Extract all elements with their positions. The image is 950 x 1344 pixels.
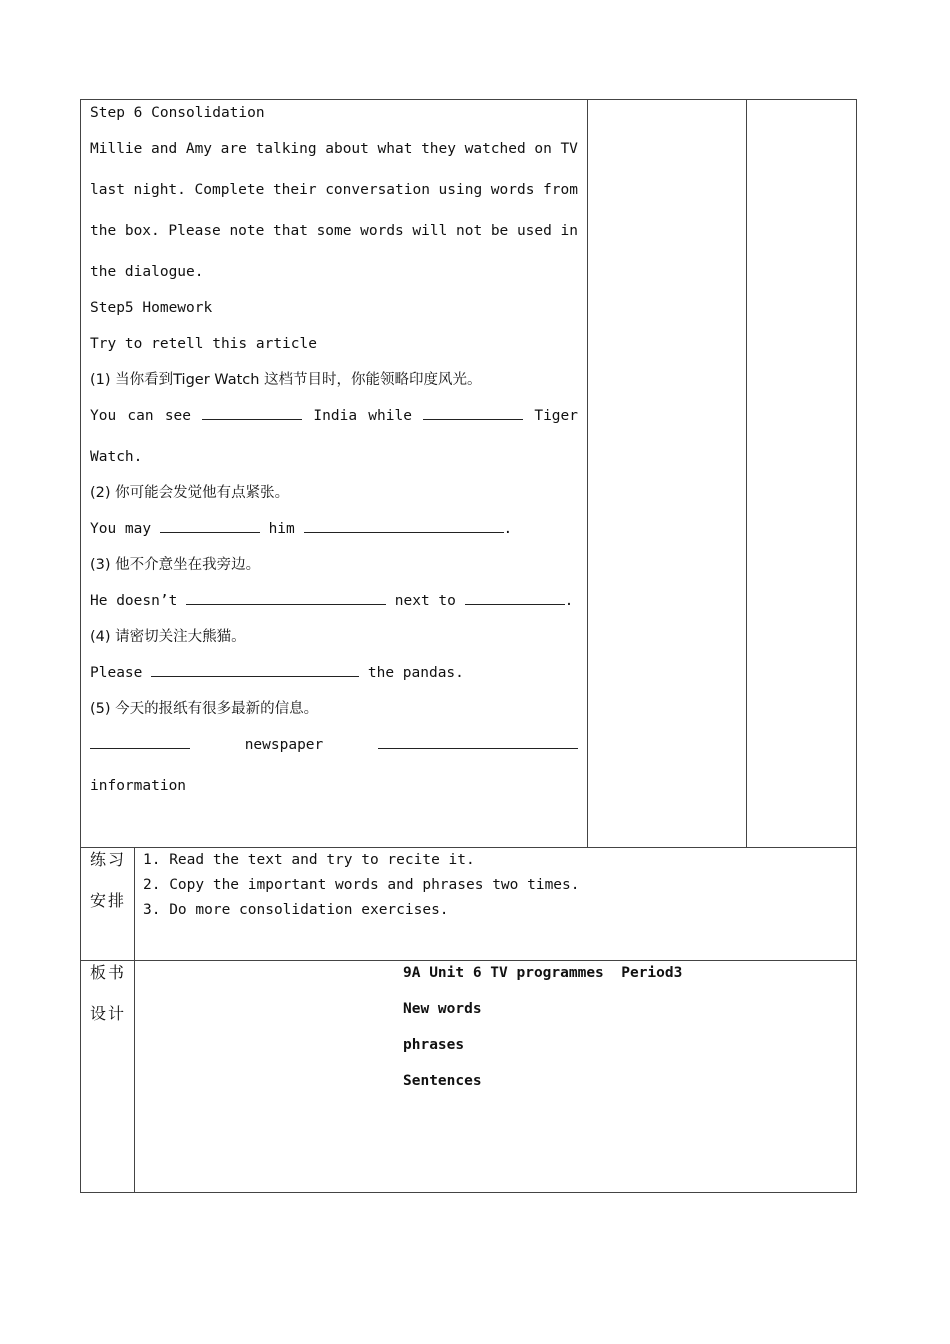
- step6-para-line2: last night. Complete their conversation using words from: [90, 182, 578, 198]
- answer-blank[interactable]: [160, 520, 260, 533]
- question-1-chinese: (1) 当你看到Tiger Watch 这档节目时，你能领略印度风光。: [90, 372, 482, 388]
- step6-para-line1: Millie and Amy are talking about what they watched on TV: [90, 141, 578, 157]
- question-2-chinese: (2) 你可能会发觉他有点紧张。: [90, 485, 290, 501]
- step5-task: Try to retell this article: [90, 336, 317, 352]
- board-line: phrases: [403, 1037, 465, 1053]
- practice-label-line1: 练习: [90, 850, 127, 869]
- question-5-chinese: (5) 今天的报纸有很多最新的信息。: [90, 701, 319, 717]
- step5-title: Step5 Homework: [90, 300, 213, 316]
- answer-blank[interactable]: [90, 736, 190, 749]
- answer-blank[interactable]: [465, 592, 565, 605]
- board-label-cell: [80, 960, 135, 1193]
- practice-item: 3. Do more consolidation exercises.: [143, 902, 449, 918]
- step6-para-line4: the dialogue.: [90, 264, 204, 280]
- board-line: Sentences: [403, 1073, 482, 1089]
- answer-blank[interactable]: [378, 736, 578, 749]
- board-line: New words: [403, 1001, 482, 1017]
- answer-blank[interactable]: [151, 664, 359, 677]
- question-2-english: You may him .: [90, 521, 513, 537]
- board-label-line1: 板书: [90, 963, 127, 982]
- question-5-english: newspaper: [90, 736, 578, 754]
- question-4-chinese: (4) 请密切关注大熊猫。: [90, 629, 246, 645]
- practice-label-line2: 安排: [90, 891, 127, 910]
- question-4-english: Please the pandas.: [90, 665, 464, 681]
- question-1-english-end: Watch.: [90, 449, 143, 465]
- practice-item: 1. Read the text and try to recite it.: [143, 852, 475, 868]
- answer-blank[interactable]: [186, 592, 386, 605]
- step6-para-line3: the box. Please note that some words will not be used in: [90, 223, 578, 239]
- notes-cell: [587, 99, 747, 848]
- question-3-english: He doesn’t next to .: [90, 593, 574, 609]
- answer-blank[interactable]: [202, 407, 302, 420]
- practice-item: 2. Copy the important words and phrases two times.: [143, 877, 580, 893]
- remarks-cell: [746, 99, 857, 848]
- board-content-cell: [134, 960, 857, 1193]
- question-3-chinese: (3) 他不介意坐在我旁边。: [90, 557, 261, 573]
- question-1-english: You can see India while Tiger: [90, 408, 578, 424]
- answer-blank[interactable]: [423, 407, 523, 420]
- step6-title: Step 6 Consolidation: [90, 105, 265, 121]
- question-5-english-end: information: [90, 778, 187, 794]
- answer-blank[interactable]: [304, 520, 504, 533]
- board-label-line2: 设计: [90, 1004, 127, 1023]
- board-title: 9A Unit 6 TV programmes Period3: [403, 965, 683, 981]
